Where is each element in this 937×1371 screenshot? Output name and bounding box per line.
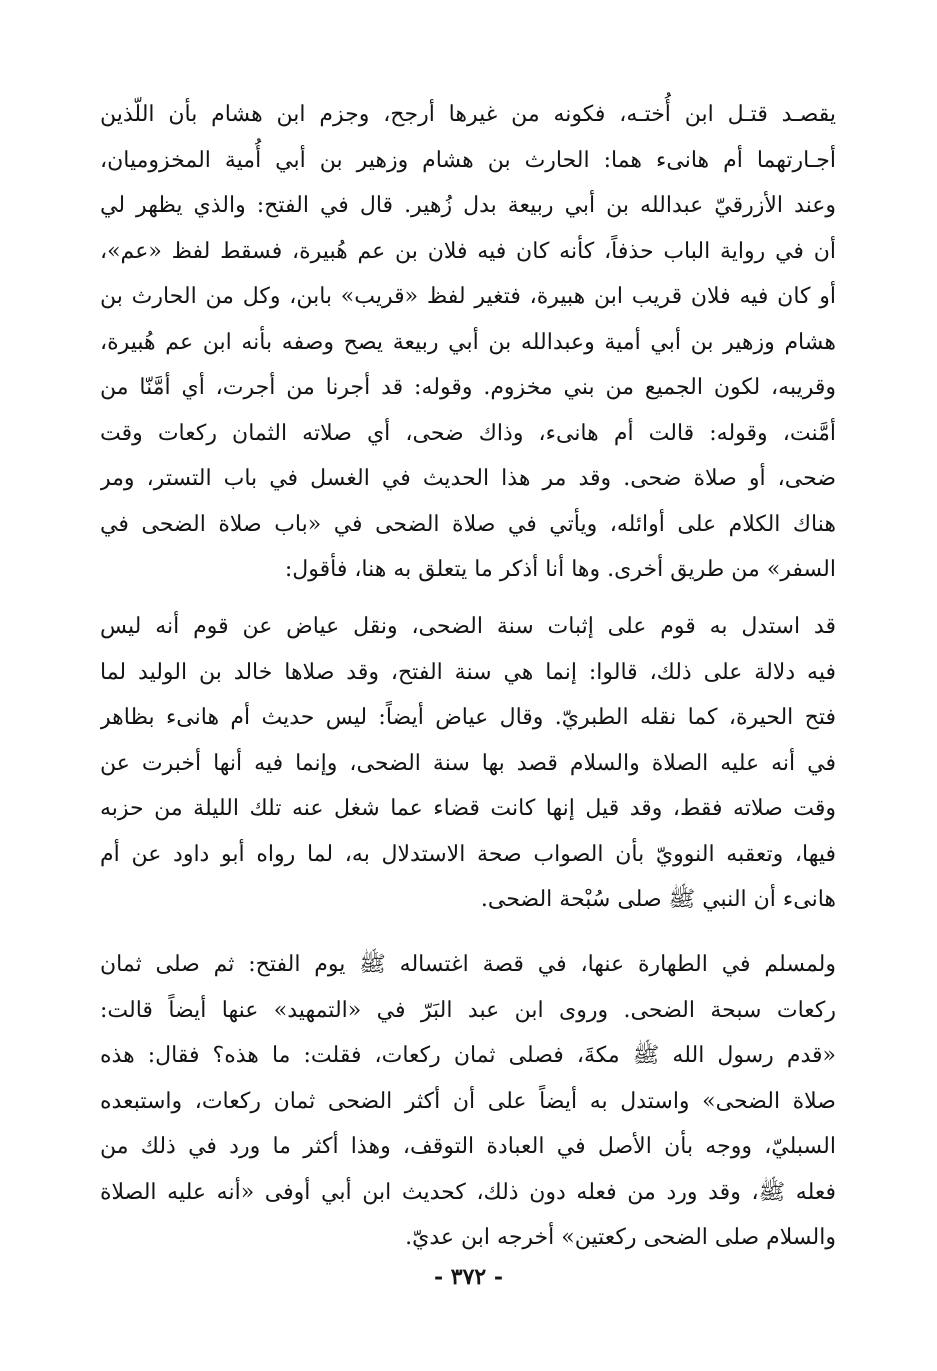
text-line: ضحى، أو صلاة ضحى. وقد مر هذا الحديث في الغسل في باب التستر، ومر [100,466,836,491]
text-line: هانىء أن النبي ﷺ صلى سُبْحة الضحى. [480,887,836,912]
text-line: أمَّنت، وقوله: قالت أم هانىء، وذاك ضحى، أي صلاته الثمان ركعات وقت [100,420,836,446]
text-line: هشام وزهير بن أبي أمية وعبدالله بن أبي ربيعة يصح وصفه بأنه ابن عم هُبيرة، [100,329,836,355]
text-line: والسلام صلى الضحى ركعتين» أخرجه ابن عديّ. [405,1225,836,1250]
text-line: ولمسلم في الطهارة عنها، في قصة اغتساله ﷺ يوم الفتح: ثم صلى ثمان [100,952,836,977]
text-line: فيه دلالة على ذلك، قالوا: إنما هي سنة الفتح، وقد صلاها خالد بن الوليد لما [100,659,836,685]
text-line: فعله ﷺ، وقد ورد من فعله دون ذلك، كحديث ابن أبي أوفى «أنه عليه الصلاة [100,1179,836,1205]
text-line: وقريبه، لكون الجميع من بني مخزوم. وقوله: قد أجرنا من أجرت، أي أمَّنّا من [100,375,836,400]
paragraph-1 [100,92,836,593]
text-line: فتح الحيرة، كما نقله الطبريّ. وقال عياض أيضاً: ليس حديث أم هانىء بظاهر [100,705,836,730]
text-line: أن في رواية الباب حذفاً، كأنه كان فيه فلان بن عم هُبيرة، فسقط لفظ «عم»، [100,238,836,264]
page-number: - ٣٧٢ - [433,1264,504,1290]
text-line: أجـارتهما أم هانىء هما: الحارث بن هشام وزهير بن أبي أُمية المخزوميان، [100,147,836,173]
text-line: «قدم رسول الله ﷺ مكةَ، فصلى ثمان ركعات، فقلت: ما هذه؟ فقال: هذه [100,1043,836,1068]
text-line: صلاة الضحى» واستدل به أيضاً على أن أكثر الضحى ثمان ركعات، واستبعده [100,1088,836,1114]
text-line: فيها، وتعقبه النوويّ بأن الصواب صحة الاستدلال به، لما رواه أبو داود عن أم [100,841,836,867]
text-line: يقصـد قتـل ابن أُختـه، فكونه من غيرها أرجح، وجزم ابن هشام بأن اللّذين [100,102,836,127]
text-line: وعند الأزرقيّ عبدالله بن أبي ربيعة بدل زُهير. قال في الفتح: والذي يظهر لي [100,193,836,218]
paragraph-2 [100,604,836,923]
text-line: هناك الكلام على أوائله، ويأتي في صلاة الضحى في «باب صلاة الضحى في [100,511,836,537]
text-line: السفر» من طريق أخرى. وها أنا أذكر ما يتعلق به هنا، فأقول: [284,557,836,582]
text-line: وقت صلاته فقط، وقد قيل إنها كانت قضاء عما شغل عنه تلك الليلة من حزبه [100,796,836,821]
text-line: السبليّ، ووجه بأن الأصل في العبادة التوقف، وهذا أكثر ما ورد في ذلك من [100,1134,836,1159]
text-line: قد استدل به قوم على إثبات سنة الضحى، ونقل عياض عن قوم أنه ليس [100,614,836,639]
text-line: في أنه عليه الصلاة والسلام قصد بها سنة الضحى، وإنما فيه أنها أخبرت عن [100,750,836,776]
text-line: أو كان فيه فلان قريب ابن هبيرة، فتغير لفظ «قريب» بابن، وكل من الحارث بن [100,284,836,309]
text-line: ركعات سبحة الضحى. وروى ابن عبد البَرّ في «التمهيد» عنها أيضاً قالت: [100,997,836,1023]
paragraph-3 [100,942,836,1261]
